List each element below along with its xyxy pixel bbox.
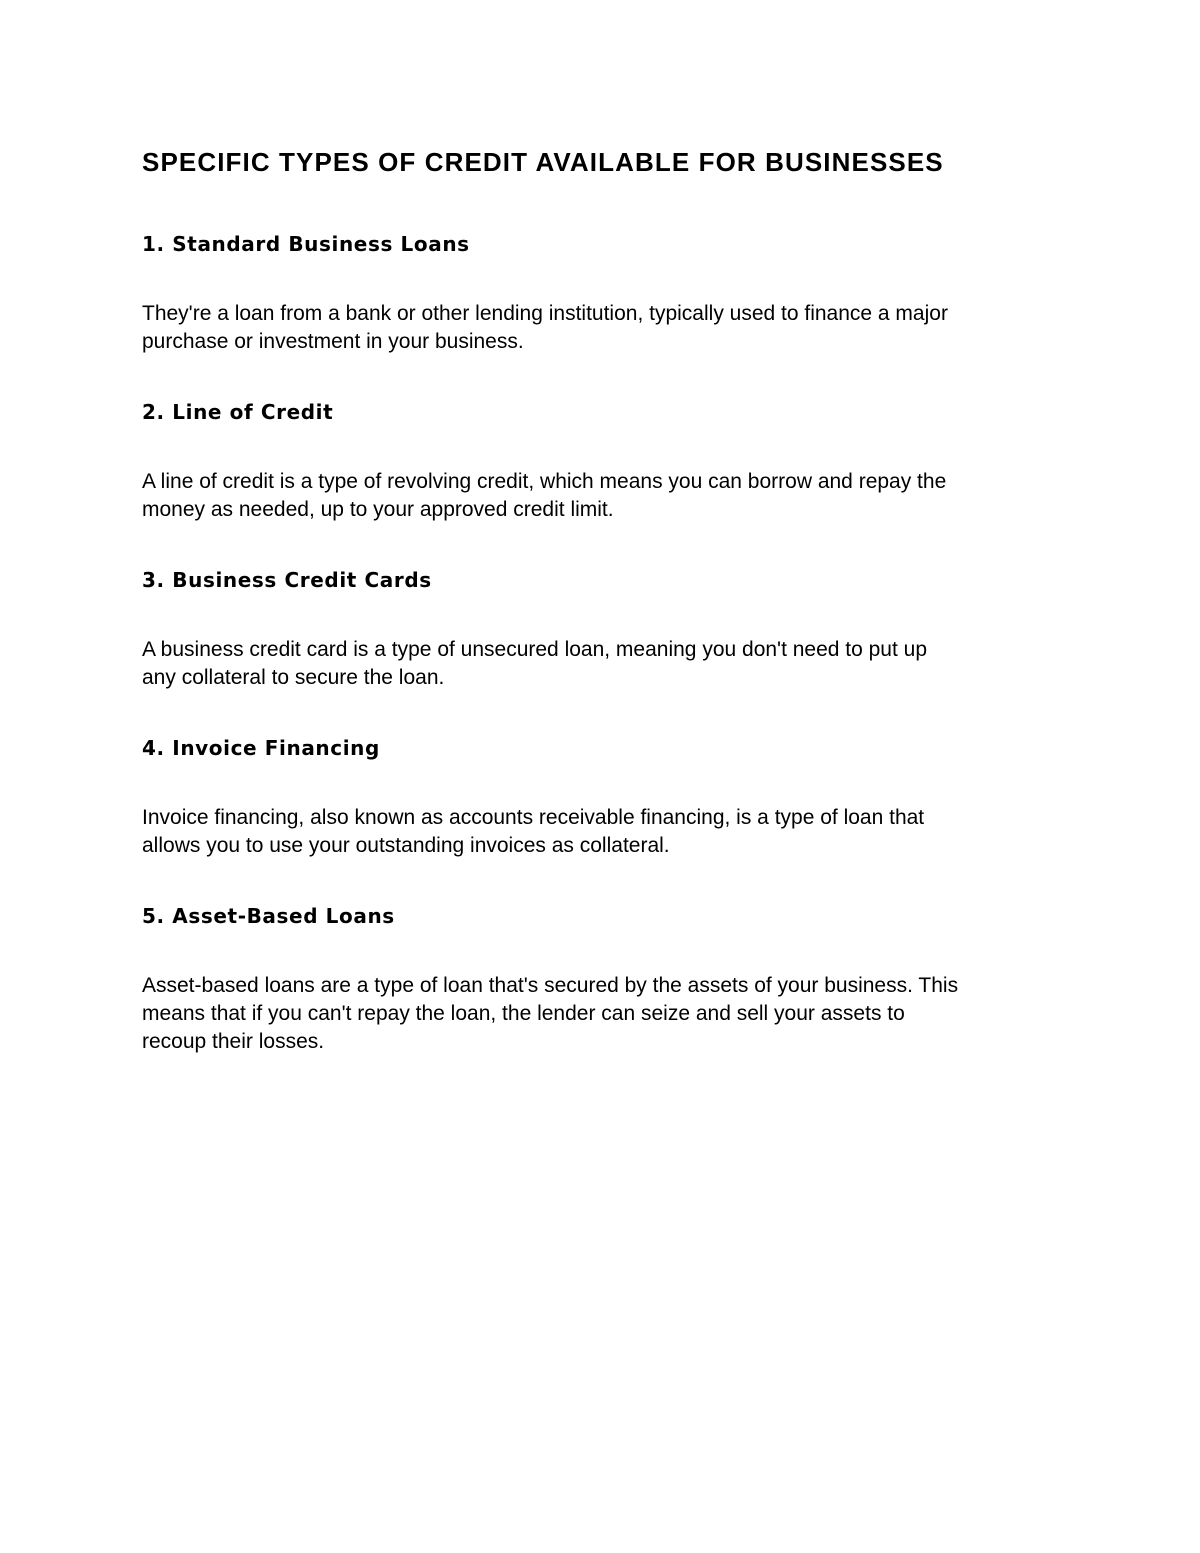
section-asset-based-loans <box>142 902 1062 1056</box>
section-heading: 2. Line of Credit <box>142 400 334 424</box>
section-body <box>142 804 1062 860</box>
body-line: money as needed, up to your approved credit limit. <box>142 498 614 521</box>
body-line: Asset-based loans are a type of loan that's secured by the assets of your business. This <box>142 974 959 997</box>
body-line: purchase or investment in your business. <box>142 330 524 353</box>
body-line: They're a loan from a bank or other lending institution, typically used to finance a major <box>142 302 948 325</box>
section-body <box>142 468 1062 524</box>
document-title: SPECIFIC TYPES OF CREDIT AVAILABLE FOR BUSINESSES <box>142 147 944 177</box>
section-body <box>142 972 1062 1056</box>
body-line: means that if you can't repay the loan, the lender can seize and sell your assets to <box>142 1002 905 1025</box>
body-line: A line of credit is a type of revolving credit, which means you can borrow and repay the <box>142 470 947 493</box>
section-standard-business-loans <box>142 230 1062 356</box>
section-business-credit-cards <box>142 566 1062 692</box>
section-line-of-credit <box>142 398 1062 524</box>
body-line: A business credit card is a type of unsecured loan, meaning you don't need to put up <box>142 638 928 661</box>
section-heading: 1. Standard Business Loans <box>142 232 470 256</box>
document-content <box>142 143 1062 1056</box>
section-heading: 3. Business Credit Cards <box>142 568 432 592</box>
body-line: recoup their losses. <box>142 1030 325 1053</box>
body-line: any collateral to secure the loan. <box>142 666 445 689</box>
section-body <box>142 636 1062 692</box>
section-invoice-financing <box>142 734 1062 860</box>
section-heading: 5. Asset-Based Loans <box>142 904 395 928</box>
body-line: Invoice financing, also known as accounts receivable financing, is a type of loan that <box>142 806 925 829</box>
body-line: allows you to use your outstanding invoices as collateral. <box>142 834 670 857</box>
section-body <box>142 300 1062 356</box>
section-heading: 4. Invoice Financing <box>142 736 380 760</box>
